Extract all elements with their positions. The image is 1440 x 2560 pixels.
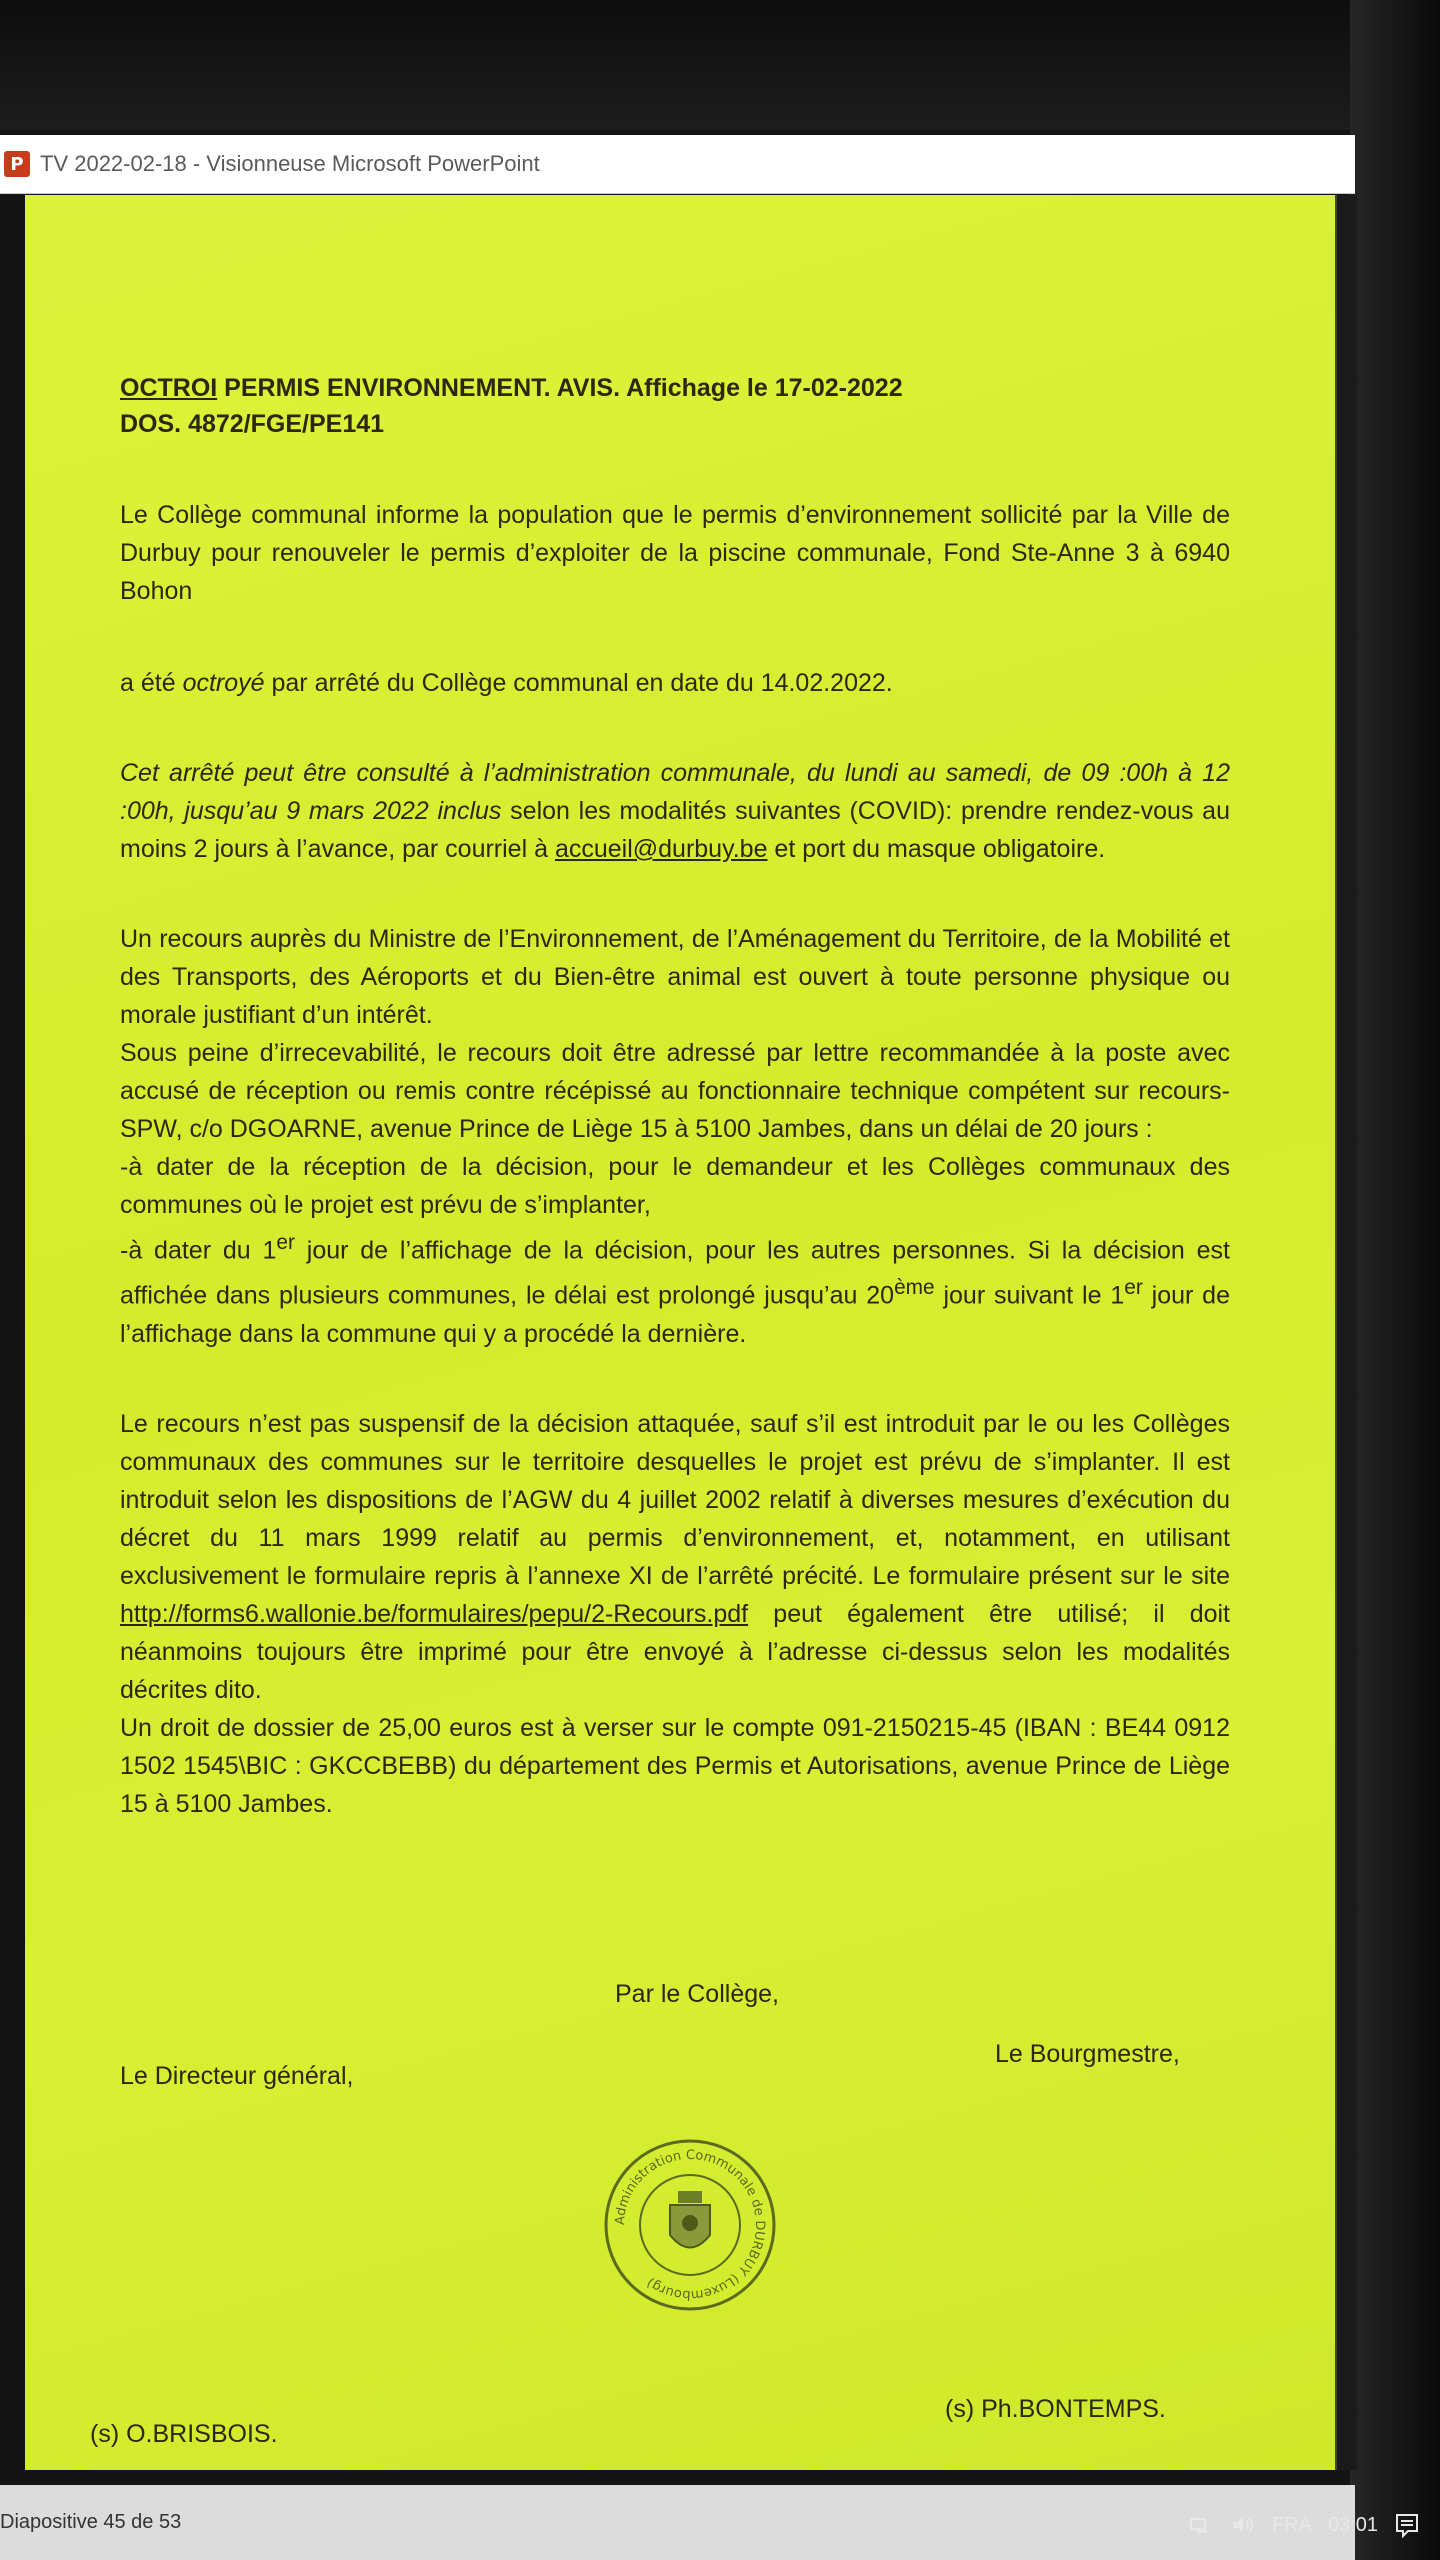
- monitor-bezel-right: [1350, 0, 1440, 2560]
- consultation-paragraph: [120, 754, 1230, 868]
- granted-after: par arrêté du Collège communal en date du 14.02.2022.: [264, 669, 893, 697]
- recours-4-sup3: er: [1124, 1276, 1143, 1300]
- suspensif-b: peut également être utilisé; il doit néanmoins toujours être imprimé pour être envoyé à l’adresse ci-dessus selon les modalités décrites dito.: [120, 1599, 1230, 1704]
- consult-rest: selon les modalités suivantes (COVID): prendre rendez-vous au moins 2 jours à l’avance, par courriel à: [120, 797, 1230, 863]
- suspensif-paragraph: [120, 1405, 1230, 1709]
- network-icon[interactable]: [1188, 2512, 1214, 2538]
- email-link[interactable]: accueil@durbuy.be: [554, 835, 768, 863]
- recours-paragraph-4: [120, 1224, 1230, 1353]
- window-titlebar[interactable]: [0, 135, 1355, 194]
- powerpoint-icon[interactable]: P: [4, 151, 30, 177]
- heading-rest: PERMIS ENVIRONNEMENT. AVIS. Affichage le 17-02-2022: [217, 374, 903, 402]
- college-signature: Par le Collège,: [615, 1980, 779, 2008]
- window-title: TV 2022-02-18 - Visionneuse Microsoft PowerPoint: [40, 151, 540, 176]
- municipal-seal-icon: [600, 2135, 780, 2315]
- recours-paragraph-2: Sous peine d’irrecevabilité, le recours doit être adressé par lettre recommandée à la poste avec accusé de réception ou remis contre récépissé au fonctionnaire technique compétent sur recours-SPW, c/o DGOARNE, avenue Prince de Liège 15 à 5100 Jambes, dans un délai de 20 jours :: [120, 1039, 1230, 1143]
- form-url-link[interactable]: http://forms6.wallonie.be/formulaires/pepu/2-Recours.pdf: [120, 1599, 749, 1628]
- dossier-number: DOS. 4872/FGE/PE141: [120, 410, 385, 438]
- notice-heading: [120, 370, 1230, 406]
- slide-canvas[interactable]: [25, 195, 1335, 2470]
- recours-4b: jour de l’affichage de la décision, pour les autres personnes. Si la décision est affichée dans plusieurs communes, le délai est prolongé jusqu’au 20: [120, 1236, 1230, 1310]
- fee-paragraph: Un droit de dossier de 25,00 euros est à verser sur le compte 091-2150215-45 (IBAN : BE44 0912 1502 1545\BIC : GKCCBEBB) du département des Permis et Autorisations, avenue Prince de Liège 15 à 5100 Jambes.: [120, 1713, 1230, 1818]
- mayor-title: Le Bourgmestre,: [995, 2040, 1180, 2068]
- language-indicator[interactable]: FRA: [1271, 2513, 1312, 2536]
- recours-4-sup2: ème: [894, 1276, 935, 1300]
- clock[interactable]: 03:01: [1327, 2513, 1378, 2536]
- recours-4d: jour de l’affichage dans la commune qui y a procédé la dernière.: [120, 1281, 1230, 1348]
- heading-octroi: OCTROI: [120, 374, 218, 402]
- slide-counter: Diapositive 45 de 53: [0, 2511, 182, 2533]
- signature-block: [90, 1980, 1230, 2470]
- director-name: (s) O.BRISBOIS.: [90, 2420, 278, 2448]
- recours-4c: jour suivant le 1: [934, 1281, 1125, 1310]
- notification-icon[interactable]: [1394, 2512, 1420, 2538]
- system-tray: [1020, 2490, 1440, 2560]
- granted-paragraph: [120, 664, 1230, 702]
- mayor-name: (s) Ph.BONTEMPS.: [945, 2395, 1166, 2423]
- consult-italic: Cet arrêté peut être consulté à l’administration communale, du lundi au samedi, de 09 :00h à 12 :00h, jusqu’au 9 mars 2022 inclus: [120, 759, 1230, 825]
- suspensif-a: Le recours n’est pas suspensif de la décision attaquée, sauf s’il est introduit par le ou les Collèges communaux des communes sur le territoire desquelles le projet est prévu de s’implanter. Il est introduit selon les dispositions de l’AGW du 4 juillet 2002 relatif à diverses mesures d’exécution du décret du 11 mars 1999 relatif au permis d’environnement, et, notamment, en utilisant exclusivement le formulaire repris à l’annexe XI de l’arrêté précité. Le formulaire présent sur le site: [120, 1409, 1230, 1590]
- granted-italic: octroyé: [182, 669, 265, 697]
- granted-before: a été: [120, 669, 183, 697]
- recours-paragraph-1: Un recours auprès du Ministre de l’Environnement, de l’Aménagement du Territoire, de la Mobilité et des Transports, des Aéroports et du Bien-être animal est ouvert à toute personne physique ou morale justifiant d’un intérêt.: [120, 925, 1230, 1029]
- recours-paragraph-3: -à dater de la réception de la décision, pour le demandeur et les Collèges communaux des communes où le projet est prévu de s’implanter,: [120, 1153, 1230, 1219]
- volume-icon[interactable]: [1230, 2512, 1256, 2538]
- consult-end: et port du masque obligatoire.: [767, 835, 1106, 863]
- seal-text: Administration Communale de DURBUY (Luxembourg): [612, 2147, 768, 2303]
- vertical-scrollbar[interactable]: [1335, 195, 1357, 2470]
- intro-paragraph: Le Collège communal informe la population que le permis d’environnement sollicité par la Ville de Durbuy pour renouveler le permis d’exploiter de la piscine communale, Fond Ste-Anne 3 à 6940 Bohon: [120, 501, 1230, 605]
- recours-4-sup1: er: [276, 1231, 295, 1254]
- director-title: Le Directeur général,: [120, 2062, 354, 2090]
- monitor-bezel-top: [0, 0, 1440, 130]
- recours-4a: -à dater du 1: [120, 1236, 277, 1265]
- notice-document: [120, 370, 1230, 1823]
